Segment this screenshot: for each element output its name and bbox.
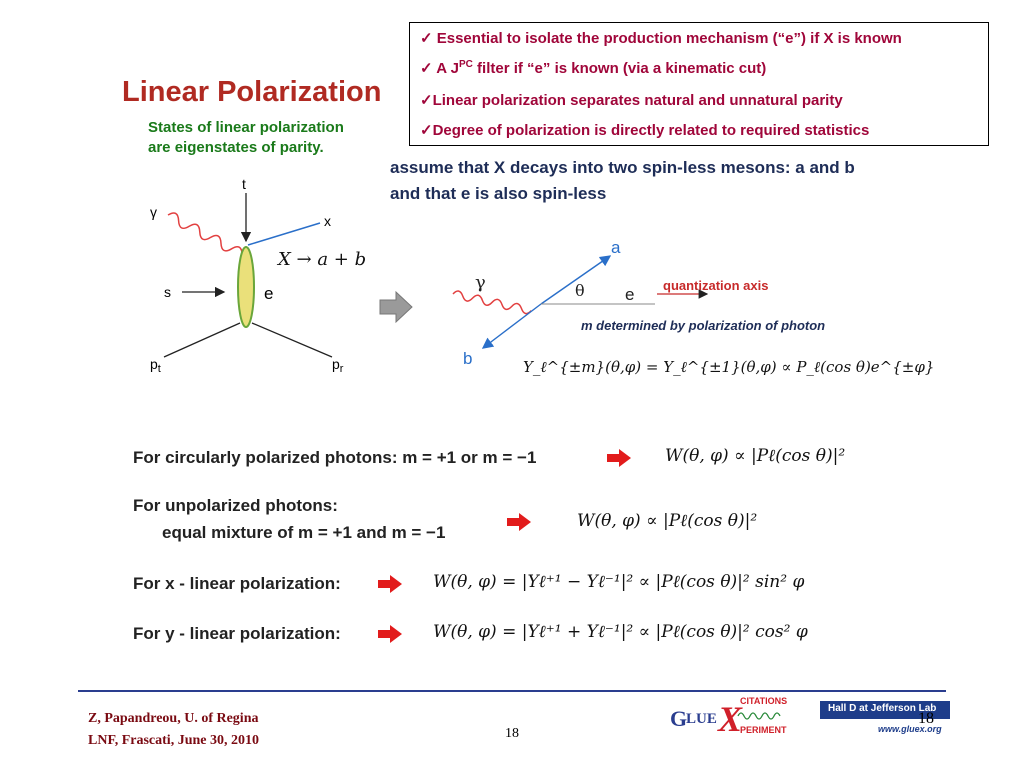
ylm-formula: Y_ℓ^{±m}(θ,φ) = Y_ℓ^{±1}(θ,φ) ∝ P_ℓ(cos θ)e^{±φ} bbox=[523, 358, 935, 376]
assumption-line: assume that X decays into two spin-less mesons: a and b bbox=[390, 158, 855, 177]
page-number: 18 bbox=[505, 726, 519, 741]
footer-author-line: Z, Papandreou, U. of Regina bbox=[88, 711, 259, 726]
logo-citations: CITATIONS bbox=[740, 696, 788, 706]
x-label: x bbox=[324, 213, 331, 229]
logo-lue: LUE bbox=[686, 711, 717, 727]
unpolarized-formula: W(θ, φ) ∝ |Pℓ(cos θ)|² bbox=[577, 511, 758, 531]
e-label: e bbox=[264, 284, 274, 303]
y-linear-formula: W(θ, φ) = |Yℓ⁺¹ + Yℓ⁻¹|² ∝ |Pℓ(cos θ)|² cos² φ bbox=[433, 622, 808, 642]
t-label: t bbox=[242, 176, 246, 192]
gluex-url: www.gluex.org bbox=[878, 724, 942, 734]
red-arrow-icon bbox=[377, 624, 403, 644]
red-arrow-icon bbox=[606, 448, 632, 468]
a-label: a bbox=[611, 238, 621, 257]
red-arrow-icon bbox=[377, 574, 403, 594]
unpolarized-row-label: For unpolarized photons: bbox=[133, 496, 338, 515]
page-title: Linear Polarization bbox=[122, 76, 382, 108]
b-arrow bbox=[483, 304, 541, 348]
logo-g: G bbox=[670, 706, 688, 731]
s-label: s bbox=[164, 284, 171, 300]
gluex-logo bbox=[670, 696, 800, 742]
e-label: e bbox=[625, 285, 635, 304]
parity-note bbox=[148, 118, 344, 158]
reaction-label: X → a + b bbox=[278, 249, 367, 270]
pt-label: $p_t$ bbox=[150, 356, 161, 375]
x-linear-row-label: For x - linear polarization: bbox=[133, 574, 341, 593]
footer-author bbox=[88, 708, 259, 752]
logo-periment: PERIMENT bbox=[740, 725, 787, 735]
gamma-label: γ bbox=[475, 272, 486, 293]
bullet-item: ✓ Essential to isolate the production mechanism (“e”) if X is known bbox=[420, 30, 902, 47]
decay-diagram bbox=[445, 232, 935, 382]
bullet-item: ✓Linear polarization separates natural and unnatural parity bbox=[420, 92, 843, 109]
unpolarized-row-sublabel: equal mixture of m = +1 and m = −1 bbox=[162, 523, 446, 542]
m-note: m determined by polarization of photon bbox=[581, 318, 826, 333]
gamma-label: γ bbox=[150, 204, 157, 220]
y-linear-row-label: For y - linear polarization: bbox=[133, 624, 341, 643]
logo-x: X bbox=[718, 699, 743, 739]
x-line bbox=[248, 223, 320, 245]
parity-note-line: are eigenstates of parity. bbox=[148, 139, 324, 156]
pr-line bbox=[252, 323, 332, 357]
corner-page-number: 18 bbox=[918, 710, 934, 727]
assumption-text bbox=[390, 155, 855, 207]
theta-label: θ bbox=[575, 281, 585, 300]
bullet-item: ✓Degree of polarization is directly related to required statistics bbox=[420, 122, 870, 139]
quantization-axis-label: quantization axis bbox=[663, 278, 769, 293]
production-diagram bbox=[140, 175, 400, 385]
pt-line bbox=[164, 323, 240, 357]
assumption-line: and that e is also spin-less bbox=[390, 184, 607, 203]
gray-arrow-icon bbox=[378, 290, 414, 324]
footer-author-line: LNF, Frascati, June 30, 2010 bbox=[88, 733, 259, 748]
footer-rule bbox=[78, 690, 946, 692]
bullet-box bbox=[409, 22, 989, 146]
pr-label: $p_r$ bbox=[332, 356, 344, 375]
hall-d-text: Hall D at Jefferson Lab bbox=[828, 703, 937, 714]
red-arrow-icon bbox=[506, 512, 532, 532]
vertex-blob bbox=[238, 247, 254, 327]
wave-icon bbox=[738, 710, 780, 722]
circular-formula: W(θ, φ) ∝ |Pℓ(cos θ)|² bbox=[665, 446, 846, 466]
circular-row-label: For circularly polarized photons: m = +1 or m = −1 bbox=[133, 448, 537, 467]
parity-note-line: States of linear polarization bbox=[148, 119, 344, 136]
x-linear-formula: W(θ, φ) = |Yℓ⁺¹ − Yℓ⁻¹|² ∝ |Pℓ(cos θ)|² sin² φ bbox=[433, 572, 805, 592]
bullet-item: ✓ A $J^{PC}$ filter if “e” is known (via a kinematic cut) bbox=[420, 59, 767, 77]
photon-wave-icon bbox=[452, 290, 532, 314]
b-label: b bbox=[463, 349, 473, 368]
